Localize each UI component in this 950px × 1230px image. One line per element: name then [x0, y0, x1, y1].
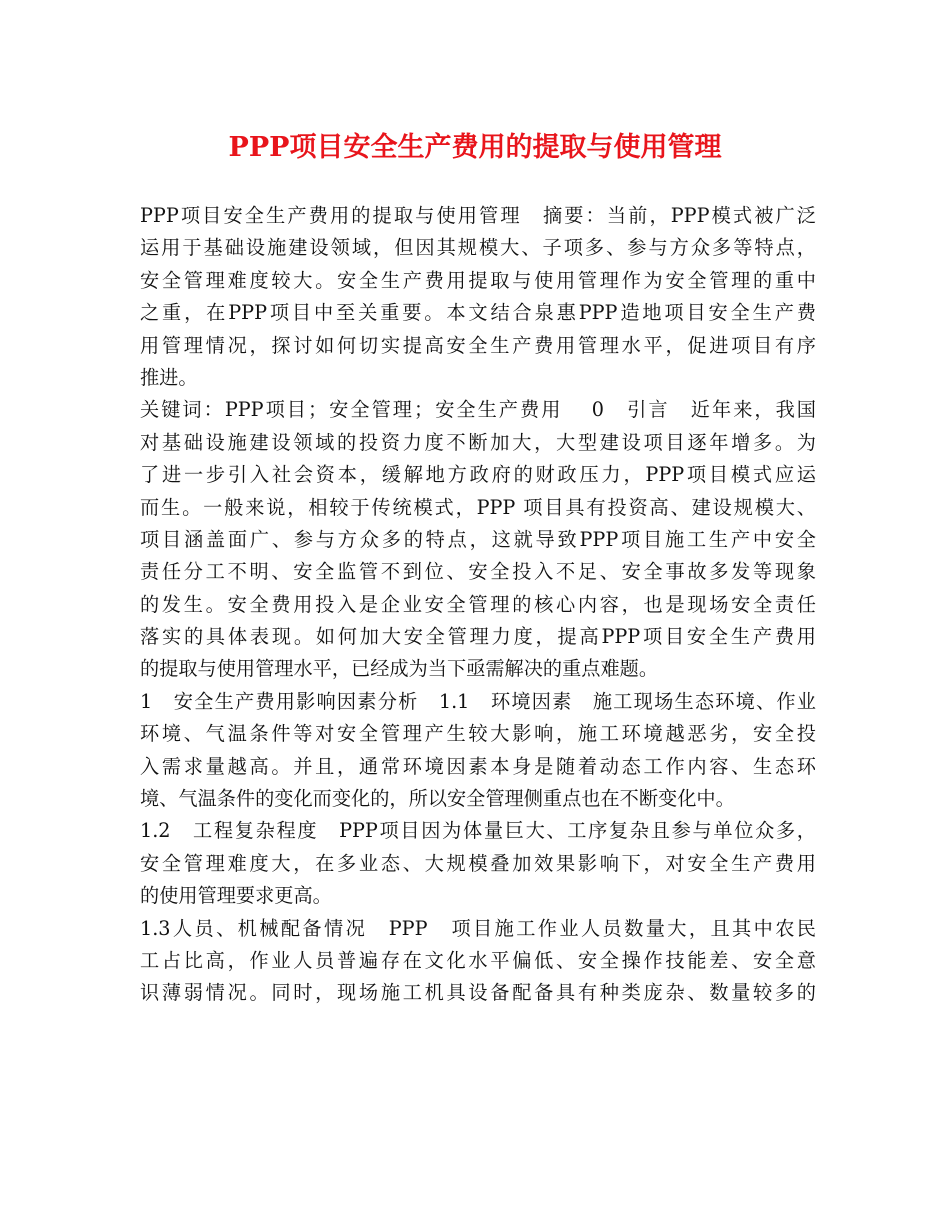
body-line: 了进一步引入社会资本，缓解地方政府的财政压力，PPP项目模式应运 — [140, 463, 816, 487]
body-line: 关键词：PPP项目；安全管理；安全生产费用 0 引言 近年来，我国 — [140, 398, 816, 422]
body-line: 推进。 — [140, 365, 198, 389]
body-line: 的发生。安全费用投入是企业安全管理的核心内容，也是现场安全责任 — [140, 592, 816, 616]
body-line: 安全管理难度大，在多业态、大规模叠加效果影响下，对安全生产费用 — [140, 851, 816, 875]
body-line: 环境、气温条件等对安全管理产生较大影响，施工环境越恶劣，安全投 — [140, 722, 816, 746]
body-line: 之重，在PPP项目中至关重要。本文结合泉惠PPP造地项目安全生产费 — [140, 301, 816, 325]
body-line: 运用于基础设施建设领域，但因其规模大、子项多、参与方众多等特点， — [140, 236, 816, 260]
body-line: 对基础设施建设领域的投资力度不断加大，大型建设项目逐年增多。为 — [140, 430, 816, 454]
body-line: 项目涵盖面广、参与方众多的特点，这就导致PPP项目施工生产中安全 — [140, 527, 816, 551]
body-line: 1.2 工程复杂程度 PPP项目因为体量巨大、工序复杂且参与单位众多， — [140, 819, 816, 843]
body-line: 境、气温条件的变化而变化的，所以安全管理侧重点也在不断变化中。 — [140, 787, 735, 811]
body-line: 的使用管理要求更高。 — [140, 884, 332, 908]
body-line: 责任分工不明、安全监管不到位、安全投入不足、安全事故多发等现象 — [140, 560, 816, 584]
body-line: 入需求量越高。并且，通常环境因素本身是随着动态工作内容、生态环 — [140, 754, 816, 778]
body-line: PPP项目安全生产费用的提取与使用管理 摘要：当前，PPP模式被广泛 — [140, 204, 816, 227]
body-line: 1 安全生产费用影响因素分析 1.1 环境因素 施工现场生态环境、作业 — [140, 689, 816, 713]
body-line: 工占比高，作业人员普遍存在文化水平偏低、安全操作技能差、安全意 — [140, 948, 816, 972]
body-line: 用管理情况，探讨如何切实提高安全生产费用管理水平，促进项目有序 — [140, 333, 816, 357]
document-title: PPP项目安全生产费用的提取与使用管理 — [228, 132, 722, 163]
body-line: 识薄弱情况。同时，现场施工机具设备配备具有种类庞杂、数量较多的 — [140, 981, 816, 1005]
body-line: 安全管理难度较大。安全生产费用提取与使用管理作为安全管理的重中 — [140, 268, 816, 292]
body-line: 而生。一般来说，相较于传统模式，PPP 项目具有投资高、建设规模大、 — [140, 495, 816, 519]
body-line: 的提取与使用管理水平，已经成为当下亟需解决的重点难题。 — [140, 657, 659, 681]
document-body — [140, 200, 816, 1010]
body-line: 落实的具体表现。如何加大安全管理力度，提高PPP项目安全生产费用 — [140, 625, 816, 649]
body-line: 1.3人员、机械配备情况 PPP 项目施工作业人员数量大，且其中农民 — [140, 916, 816, 940]
